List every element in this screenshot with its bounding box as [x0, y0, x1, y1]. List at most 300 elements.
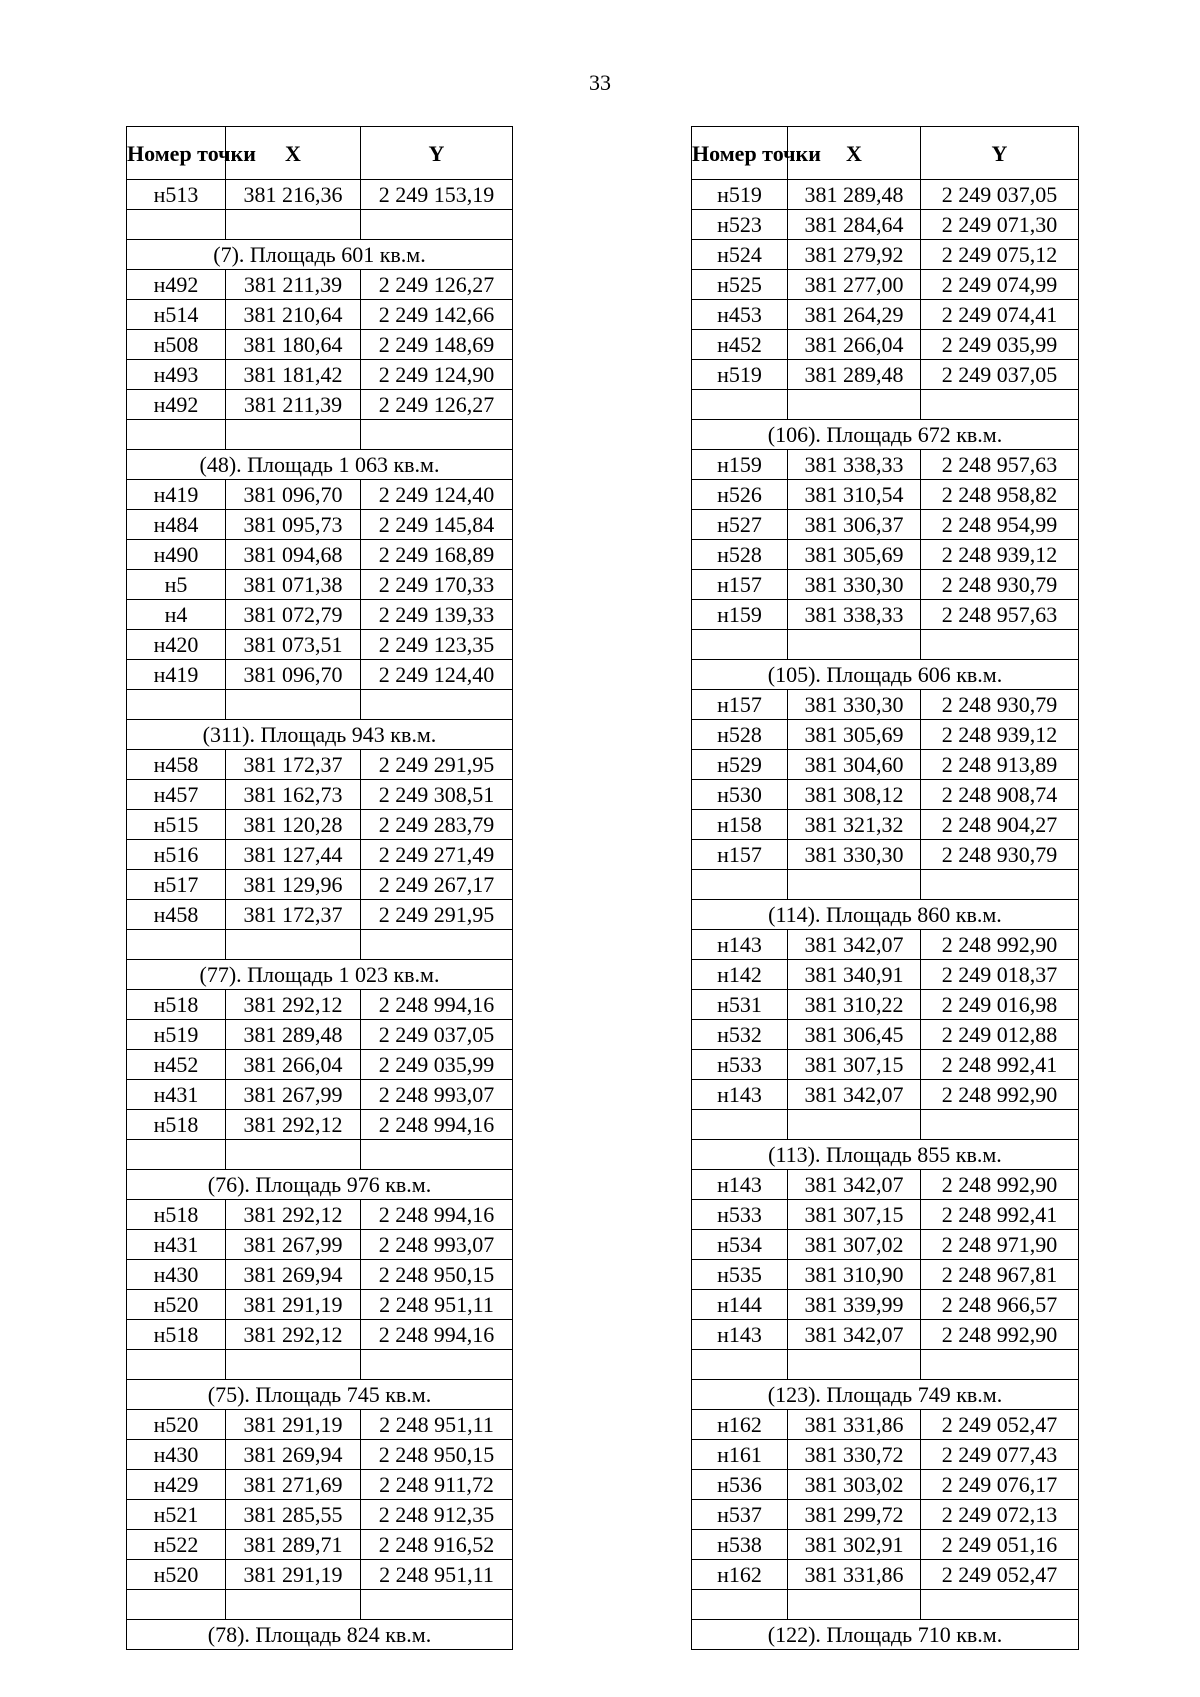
point-number-cell: н143 [692, 1170, 788, 1200]
x-coordinate-cell: 381 310,54 [788, 480, 921, 510]
table-row [127, 780, 513, 810]
point-number-cell: н531 [692, 990, 788, 1020]
y-coordinate-cell: 2 248 994,16 [361, 990, 513, 1020]
section-title-row [127, 960, 513, 990]
y-coordinate-cell: 2 249 074,99 [921, 270, 1079, 300]
x-coordinate-cell: 381 216,36 [226, 180, 361, 210]
empty-cell [692, 870, 788, 900]
empty-cell [692, 1110, 788, 1140]
y-coordinate-cell: 2 248 992,90 [921, 1170, 1079, 1200]
x-coordinate-cell: 381 279,92 [788, 240, 921, 270]
y-coordinate-cell: 2 248 994,16 [361, 1110, 513, 1140]
empty-cell [788, 1350, 921, 1380]
empty-cell [692, 1350, 788, 1380]
y-coordinate-cell: 2 248 967,81 [921, 1260, 1079, 1290]
point-number-cell: н533 [692, 1200, 788, 1230]
point-number-cell: н514 [127, 300, 226, 330]
empty-cell [226, 690, 361, 720]
table-header [127, 127, 513, 180]
table-row [127, 1320, 513, 1350]
y-coordinate-cell: 2 248 911,72 [361, 1470, 513, 1500]
empty-cell [361, 1590, 513, 1620]
y-coordinate-cell: 2 249 126,27 [361, 390, 513, 420]
table-row [127, 810, 513, 840]
y-coordinate-cell: 2 248 904,27 [921, 810, 1079, 840]
section-title-row [692, 660, 1079, 690]
section-title-row [692, 1620, 1079, 1650]
empty-cell [127, 1350, 226, 1380]
x-coordinate-cell: 381 342,07 [788, 930, 921, 960]
y-coordinate-cell: 2 248 913,89 [921, 750, 1079, 780]
empty-cell [226, 1350, 361, 1380]
point-number-cell: н453 [692, 300, 788, 330]
y-coordinate-cell: 2 248 916,52 [361, 1530, 513, 1560]
table-row [127, 1290, 513, 1320]
table-row [127, 630, 513, 660]
table-row [692, 1500, 1079, 1530]
table-row [127, 870, 513, 900]
y-coordinate-cell: 2 248 912,35 [361, 1500, 513, 1530]
x-coordinate-cell: 381 289,48 [788, 360, 921, 390]
table-row [692, 540, 1079, 570]
y-coordinate-cell: 2 248 993,07 [361, 1230, 513, 1260]
table-row [692, 1080, 1079, 1110]
table-row [127, 390, 513, 420]
point-number-cell: н143 [692, 1080, 788, 1110]
table-row [692, 780, 1079, 810]
point-number-cell: н520 [127, 1290, 226, 1320]
x-coordinate-cell: 381 269,94 [226, 1260, 361, 1290]
y-coordinate-cell: 2 249 037,05 [361, 1020, 513, 1050]
point-number-cell: н158 [692, 810, 788, 840]
y-coordinate-cell: 2 248 908,74 [921, 780, 1079, 810]
y-coordinate-cell: 2 248 992,90 [921, 1320, 1079, 1350]
x-coordinate-cell: 381 284,64 [788, 210, 921, 240]
y-coordinate-cell: 2 249 035,99 [361, 1050, 513, 1080]
table-row [127, 1230, 513, 1260]
empty-row [127, 1350, 513, 1380]
table-body [127, 180, 513, 1650]
table-header [692, 127, 1079, 180]
table-row [692, 570, 1079, 600]
header-y: Y [361, 127, 513, 180]
empty-cell [127, 420, 226, 450]
table-row [692, 330, 1079, 360]
x-coordinate-cell: 381 264,29 [788, 300, 921, 330]
y-coordinate-cell: 2 249 267,17 [361, 870, 513, 900]
section-title: (76). Площадь 976 кв.м. [127, 1170, 513, 1200]
table-row [692, 930, 1079, 960]
y-coordinate-cell: 2 248 930,79 [921, 840, 1079, 870]
y-coordinate-cell: 2 249 271,49 [361, 840, 513, 870]
table-row [692, 1440, 1079, 1470]
y-coordinate-cell: 2 249 075,12 [921, 240, 1079, 270]
section-title-row [127, 240, 513, 270]
y-coordinate-cell: 2 249 052,47 [921, 1560, 1079, 1590]
table-row [692, 1200, 1079, 1230]
y-coordinate-cell: 2 248 992,41 [921, 1050, 1079, 1080]
x-coordinate-cell: 381 292,12 [226, 1200, 361, 1230]
x-coordinate-cell: 381 307,15 [788, 1200, 921, 1230]
y-coordinate-cell: 2 248 954,99 [921, 510, 1079, 540]
x-coordinate-cell: 381 172,37 [226, 900, 361, 930]
y-coordinate-cell: 2 248 930,79 [921, 690, 1079, 720]
point-number-cell: н520 [127, 1560, 226, 1590]
y-coordinate-cell: 2 248 992,90 [921, 1080, 1079, 1110]
table-row [692, 300, 1079, 330]
point-number-cell: н142 [692, 960, 788, 990]
point-number-cell: н484 [127, 510, 226, 540]
table-row [127, 1440, 513, 1470]
table-row [692, 180, 1079, 210]
point-number-cell: н493 [127, 360, 226, 390]
empty-cell [788, 390, 921, 420]
point-number-cell: н538 [692, 1530, 788, 1560]
x-coordinate-cell: 381 180,64 [226, 330, 361, 360]
empty-cell [226, 420, 361, 450]
point-number-cell: н537 [692, 1500, 788, 1530]
table-row [127, 1080, 513, 1110]
y-coordinate-cell: 2 249 142,66 [361, 300, 513, 330]
table-row [127, 750, 513, 780]
x-coordinate-cell: 381 289,48 [788, 180, 921, 210]
table-row [692, 960, 1079, 990]
table-row [692, 210, 1079, 240]
table-row [127, 1200, 513, 1230]
point-number-cell: н521 [127, 1500, 226, 1530]
point-number-cell: н431 [127, 1080, 226, 1110]
point-number-cell: н162 [692, 1560, 788, 1590]
x-coordinate-cell: 381 291,19 [226, 1560, 361, 1590]
empty-row [692, 1350, 1079, 1380]
header-x: X [226, 127, 361, 180]
table-row [692, 600, 1079, 630]
section-title-row [692, 1380, 1079, 1410]
empty-row [692, 1110, 1079, 1140]
table-row [127, 570, 513, 600]
table-row [692, 1320, 1079, 1350]
x-coordinate-cell: 381 331,86 [788, 1560, 921, 1590]
x-coordinate-cell: 381 299,72 [788, 1500, 921, 1530]
x-coordinate-cell: 381 303,02 [788, 1470, 921, 1500]
point-number-cell: н518 [127, 1320, 226, 1350]
section-title: (106). Площадь 672 кв.м. [692, 420, 1079, 450]
x-coordinate-cell: 381 096,70 [226, 660, 361, 690]
section-title: (48). Площадь 1 063 кв.м. [127, 450, 513, 480]
y-coordinate-cell: 2 249 077,43 [921, 1440, 1079, 1470]
empty-cell [921, 390, 1079, 420]
y-coordinate-cell: 2 248 993,07 [361, 1080, 513, 1110]
header-point-number: Номер точки [692, 127, 788, 180]
point-number-cell: н492 [127, 270, 226, 300]
point-number-cell: н519 [692, 180, 788, 210]
point-number-cell: н519 [692, 360, 788, 390]
point-number-cell: н524 [692, 240, 788, 270]
y-coordinate-cell: 2 248 992,41 [921, 1200, 1079, 1230]
empty-cell [788, 1110, 921, 1140]
point-number-cell: н515 [127, 810, 226, 840]
table-row [127, 840, 513, 870]
x-coordinate-cell: 381 340,91 [788, 960, 921, 990]
y-coordinate-cell: 2 249 035,99 [921, 330, 1079, 360]
table-row [692, 360, 1079, 390]
table-row [692, 450, 1079, 480]
table-row [127, 660, 513, 690]
y-coordinate-cell: 2 248 957,63 [921, 450, 1079, 480]
point-number-cell: н452 [127, 1050, 226, 1080]
table-row [127, 180, 513, 210]
x-coordinate-cell: 381 342,07 [788, 1170, 921, 1200]
x-coordinate-cell: 381 342,07 [788, 1080, 921, 1110]
table-row [692, 1260, 1079, 1290]
x-coordinate-cell: 381 211,39 [226, 270, 361, 300]
point-number-cell: н518 [127, 990, 226, 1020]
point-number-cell: н523 [692, 210, 788, 240]
x-coordinate-cell: 381 096,70 [226, 480, 361, 510]
point-number-cell: н419 [127, 480, 226, 510]
point-number-cell: н159 [692, 450, 788, 480]
y-coordinate-cell: 2 249 018,37 [921, 960, 1079, 990]
y-coordinate-cell: 2 249 291,95 [361, 750, 513, 780]
table-row [127, 300, 513, 330]
y-coordinate-cell: 2 248 951,11 [361, 1410, 513, 1440]
table-row [127, 1530, 513, 1560]
section-title: (113). Площадь 855 кв.м. [692, 1140, 1079, 1170]
table-row [692, 720, 1079, 750]
x-coordinate-cell: 381 310,90 [788, 1260, 921, 1290]
y-coordinate-cell: 2 249 126,27 [361, 270, 513, 300]
table-row [692, 1290, 1079, 1320]
table-row [127, 510, 513, 540]
table-row [127, 540, 513, 570]
y-coordinate-cell: 2 248 950,15 [361, 1260, 513, 1290]
table-row [692, 1230, 1079, 1260]
table-row [692, 810, 1079, 840]
empty-row [692, 390, 1079, 420]
point-number-cell: н492 [127, 390, 226, 420]
y-coordinate-cell: 2 249 071,30 [921, 210, 1079, 240]
y-coordinate-cell: 2 248 994,16 [361, 1320, 513, 1350]
empty-cell [788, 870, 921, 900]
empty-cell [361, 1140, 513, 1170]
empty-cell [127, 1140, 226, 1170]
empty-cell [788, 1590, 921, 1620]
y-coordinate-cell: 2 249 283,79 [361, 810, 513, 840]
x-coordinate-cell: 381 330,72 [788, 1440, 921, 1470]
x-coordinate-cell: 381 338,33 [788, 600, 921, 630]
x-coordinate-cell: 381 072,79 [226, 600, 361, 630]
section-title: (75). Площадь 745 кв.м. [127, 1380, 513, 1410]
table-row [692, 1410, 1079, 1440]
x-coordinate-cell: 381 289,71 [226, 1530, 361, 1560]
point-number-cell: н458 [127, 900, 226, 930]
table-row [692, 690, 1079, 720]
point-number-cell: н530 [692, 780, 788, 810]
x-coordinate-cell: 381 331,86 [788, 1410, 921, 1440]
empty-row [692, 870, 1079, 900]
y-coordinate-cell: 2 248 939,12 [921, 720, 1079, 750]
table-row [127, 1050, 513, 1080]
empty-cell [127, 930, 226, 960]
point-number-cell: н533 [692, 1050, 788, 1080]
empty-cell [361, 420, 513, 450]
y-coordinate-cell: 2 249 051,16 [921, 1530, 1079, 1560]
x-coordinate-cell: 381 094,68 [226, 540, 361, 570]
x-coordinate-cell: 381 291,19 [226, 1290, 361, 1320]
x-coordinate-cell: 381 269,94 [226, 1440, 361, 1470]
y-coordinate-cell: 2 249 072,13 [921, 1500, 1079, 1530]
table-row [692, 840, 1079, 870]
x-coordinate-cell: 381 330,30 [788, 570, 921, 600]
x-coordinate-cell: 381 292,12 [226, 1110, 361, 1140]
x-coordinate-cell: 381 162,73 [226, 780, 361, 810]
point-number-cell: н490 [127, 540, 226, 570]
section-title: (123). Площадь 749 кв.м. [692, 1380, 1079, 1410]
x-coordinate-cell: 381 271,69 [226, 1470, 361, 1500]
table-row [692, 1050, 1079, 1080]
empty-row [127, 930, 513, 960]
point-number-cell: н419 [127, 660, 226, 690]
empty-cell [921, 1110, 1079, 1140]
y-coordinate-cell: 2 249 148,69 [361, 330, 513, 360]
point-number-cell: н162 [692, 1410, 788, 1440]
y-coordinate-cell: 2 248 958,82 [921, 480, 1079, 510]
y-coordinate-cell: 2 249 074,41 [921, 300, 1079, 330]
point-number-cell: н420 [127, 630, 226, 660]
table-row [127, 1470, 513, 1500]
point-number-cell: н535 [692, 1260, 788, 1290]
header-point-number: Номер точки [127, 127, 226, 180]
table-row [692, 990, 1079, 1020]
section-title-row [127, 1620, 513, 1650]
point-number-cell: н518 [127, 1200, 226, 1230]
empty-cell [127, 210, 226, 240]
x-coordinate-cell: 381 267,99 [226, 1230, 361, 1260]
point-number-cell: н429 [127, 1470, 226, 1500]
empty-cell [361, 210, 513, 240]
table-row [692, 240, 1079, 270]
table-row [692, 510, 1079, 540]
x-coordinate-cell: 381 172,37 [226, 750, 361, 780]
point-number-cell: н534 [692, 1230, 788, 1260]
empty-cell [226, 930, 361, 960]
section-title-row [127, 720, 513, 750]
coordinates-table-left [126, 126, 513, 1650]
header-y: Y [921, 127, 1079, 180]
table-row [127, 270, 513, 300]
header-x: X [788, 127, 921, 180]
empty-cell [226, 1590, 361, 1620]
table-row [692, 1560, 1079, 1590]
table-row [692, 480, 1079, 510]
empty-cell [921, 630, 1079, 660]
point-number-cell: н4 [127, 600, 226, 630]
point-number-cell: н431 [127, 1230, 226, 1260]
empty-cell [361, 690, 513, 720]
x-coordinate-cell: 381 095,73 [226, 510, 361, 540]
section-title: (78). Площадь 824 кв.м. [127, 1620, 513, 1650]
y-coordinate-cell: 2 248 966,57 [921, 1290, 1079, 1320]
point-number-cell: н532 [692, 1020, 788, 1050]
point-number-cell: н430 [127, 1440, 226, 1470]
x-coordinate-cell: 381 210,64 [226, 300, 361, 330]
empty-cell [921, 1350, 1079, 1380]
y-coordinate-cell: 2 248 951,11 [361, 1560, 513, 1590]
x-coordinate-cell: 381 342,07 [788, 1320, 921, 1350]
empty-cell [127, 690, 226, 720]
page-number: 33 [589, 70, 611, 95]
section-title: (105). Площадь 606 кв.м. [692, 660, 1079, 690]
y-coordinate-cell: 2 249 016,98 [921, 990, 1079, 1020]
x-coordinate-cell: 381 181,42 [226, 360, 361, 390]
table-row [127, 1560, 513, 1590]
y-coordinate-cell: 2 249 124,40 [361, 480, 513, 510]
point-number-cell: н157 [692, 570, 788, 600]
table-row [127, 360, 513, 390]
point-number-cell: н159 [692, 600, 788, 630]
section-title-row [127, 1170, 513, 1200]
y-coordinate-cell: 2 249 124,90 [361, 360, 513, 390]
section-title-row [692, 420, 1079, 450]
point-number-cell: н528 [692, 720, 788, 750]
empty-row [127, 1140, 513, 1170]
empty-cell [361, 1350, 513, 1380]
x-coordinate-cell: 381 338,33 [788, 450, 921, 480]
section-title: (122). Площадь 710 кв.м. [692, 1620, 1079, 1650]
point-number-cell: н143 [692, 930, 788, 960]
point-number-cell: н516 [127, 840, 226, 870]
table-row [692, 750, 1079, 780]
point-number-cell: н157 [692, 690, 788, 720]
empty-cell [226, 1140, 361, 1170]
y-coordinate-cell: 2 249 291,95 [361, 900, 513, 930]
empty-cell [692, 1590, 788, 1620]
section-title-row [127, 450, 513, 480]
empty-cell [921, 870, 1079, 900]
x-coordinate-cell: 381 291,19 [226, 1410, 361, 1440]
empty-row [127, 1590, 513, 1620]
point-number-cell: н513 [127, 180, 226, 210]
point-number-cell: н528 [692, 540, 788, 570]
point-number-cell: н508 [127, 330, 226, 360]
empty-cell [361, 930, 513, 960]
point-number-cell: н5 [127, 570, 226, 600]
section-title: (7). Площадь 601 кв.м. [127, 240, 513, 270]
y-coordinate-cell: 2 248 930,79 [921, 570, 1079, 600]
y-coordinate-cell: 2 249 168,89 [361, 540, 513, 570]
point-number-cell: н457 [127, 780, 226, 810]
x-coordinate-cell: 381 305,69 [788, 540, 921, 570]
section-title: (114). Площадь 860 кв.м. [692, 900, 1079, 930]
table-row [692, 270, 1079, 300]
y-coordinate-cell: 2 248 957,63 [921, 600, 1079, 630]
point-number-cell: н143 [692, 1320, 788, 1350]
x-coordinate-cell: 381 267,99 [226, 1080, 361, 1110]
point-number-cell: н518 [127, 1110, 226, 1140]
section-title: (311). Площадь 943 кв.м. [127, 720, 513, 750]
x-coordinate-cell: 381 127,44 [226, 840, 361, 870]
x-coordinate-cell: 381 307,15 [788, 1050, 921, 1080]
x-coordinate-cell: 381 308,12 [788, 780, 921, 810]
table-row [692, 1470, 1079, 1500]
point-number-cell: н520 [127, 1410, 226, 1440]
x-coordinate-cell: 381 305,69 [788, 720, 921, 750]
point-number-cell: н161 [692, 1440, 788, 1470]
table-body [692, 180, 1079, 1650]
table-row [127, 1020, 513, 1050]
y-coordinate-cell: 2 249 052,47 [921, 1410, 1079, 1440]
table-row [127, 900, 513, 930]
